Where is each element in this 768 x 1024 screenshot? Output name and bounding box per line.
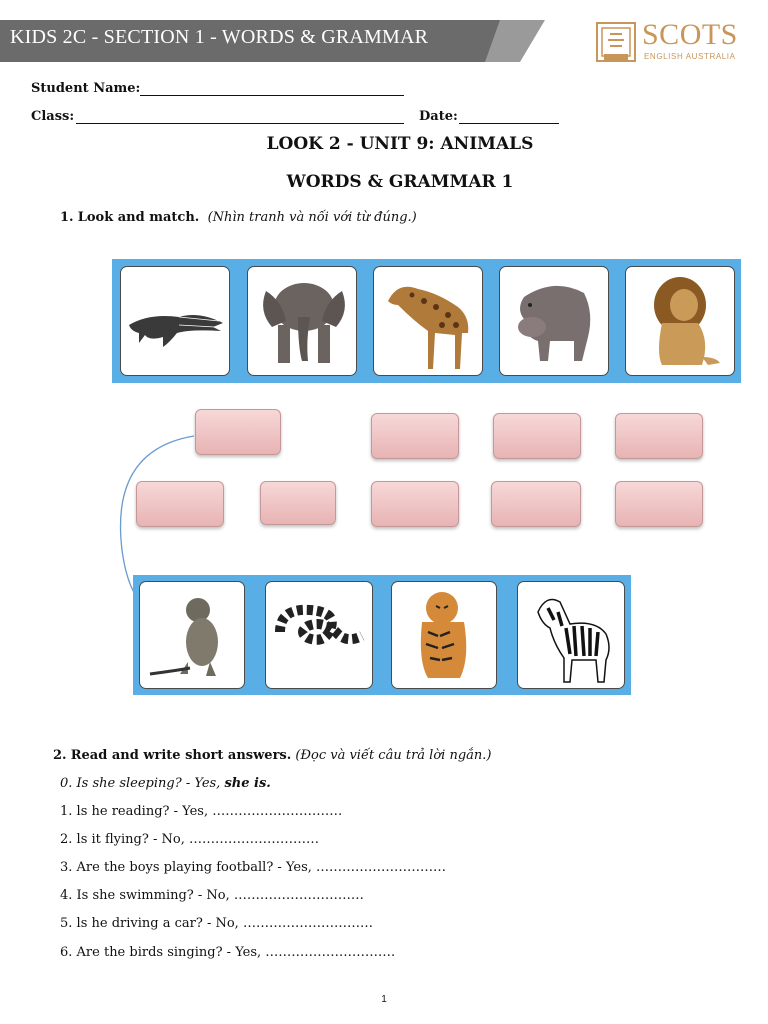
- exercise2-item-2[interactable]: 2. ls it flying? - No, …………………………: [60, 832, 319, 847]
- date-line[interactable]: [459, 123, 559, 124]
- exercise2-translation: (Đọc và viết câu trả lời ngắn.): [295, 748, 492, 763]
- tiger-icon: [392, 582, 496, 688]
- zebra-card: [517, 581, 625, 689]
- section-title: WORDS & GRAMMAR 1: [286, 172, 514, 192]
- exercise2-instruction: Read and write short answers.: [70, 748, 292, 763]
- word-box-2[interactable]: [371, 413, 459, 459]
- exercise2-heading: [53, 748, 491, 763]
- elephant-icon: [248, 267, 356, 375]
- zebra-icon: [518, 582, 624, 688]
- student-name-line[interactable]: [140, 95, 404, 96]
- exercise2-example: [60, 776, 271, 791]
- class-line[interactable]: [76, 123, 404, 124]
- header-banner: [0, 18, 540, 58]
- word-box-9[interactable]: [615, 481, 703, 527]
- word-box-3[interactable]: [493, 413, 581, 459]
- exercise1-number: 1.: [60, 210, 74, 225]
- hippo-icon: [500, 267, 608, 375]
- exercise2-item-1[interactable]: 1. ls he reading? - Yes, …………………………: [60, 804, 343, 819]
- word-box-8[interactable]: [491, 481, 581, 527]
- exercise2-item-5[interactable]: 5. ls he driving a car? - No, …………………………: [60, 916, 373, 931]
- lion-icon: [626, 267, 734, 375]
- snake-icon: [266, 582, 372, 688]
- exercise2-item-3[interactable]: 3. Are the boys playing football? - Yes, …………………………: [60, 860, 447, 875]
- example-answer: she is.: [224, 776, 271, 791]
- crocodile-card: [120, 266, 230, 376]
- banner-title: KIDS 2C - SECTION 1 - WORDS & GRAMMAR: [10, 26, 429, 48]
- monkey-card: [139, 581, 245, 689]
- logo-name: SCOTS: [642, 18, 738, 51]
- date-label: Date:: [419, 109, 458, 124]
- exercise2-item-4[interactable]: 4. Is she swimming? - No, …………………………: [60, 888, 364, 903]
- hippo-card: [499, 266, 609, 376]
- snake-card: [265, 581, 373, 689]
- class-label: Class:: [31, 109, 75, 124]
- exercise1-instruction: Look and match.: [77, 210, 200, 225]
- elephant-card: [247, 266, 357, 376]
- exercise2-item-6[interactable]: 6. Are the birds singing? - Yes, …………………………: [60, 945, 396, 960]
- word-box-4[interactable]: [615, 413, 703, 459]
- unit-title: LOOK 2 - UNIT 9: ANIMALS: [266, 134, 534, 154]
- student-name-label: Student Name:: [31, 81, 141, 96]
- crocodile-icon: [121, 267, 229, 375]
- exercise1-translation: (Nhìn tranh và nối với từ đúng.): [207, 210, 417, 225]
- exercise1-heading: [60, 210, 417, 225]
- scots-logo: [594, 20, 744, 66]
- example-question: 0. Is she sleeping? - Yes,: [60, 776, 225, 791]
- logo-subtitle: ENGLISH AUSTRALIA: [644, 52, 736, 61]
- monkey-icon: [140, 582, 244, 688]
- word-box-7[interactable]: [371, 481, 459, 527]
- scots-crest-icon: [594, 20, 638, 66]
- lion-card: [625, 266, 735, 376]
- giraffe-card: [373, 266, 483, 376]
- tiger-card: [391, 581, 497, 689]
- exercise2-number: 2.: [53, 748, 67, 763]
- page-number: 1: [381, 994, 387, 1005]
- giraffe-icon: [374, 267, 482, 375]
